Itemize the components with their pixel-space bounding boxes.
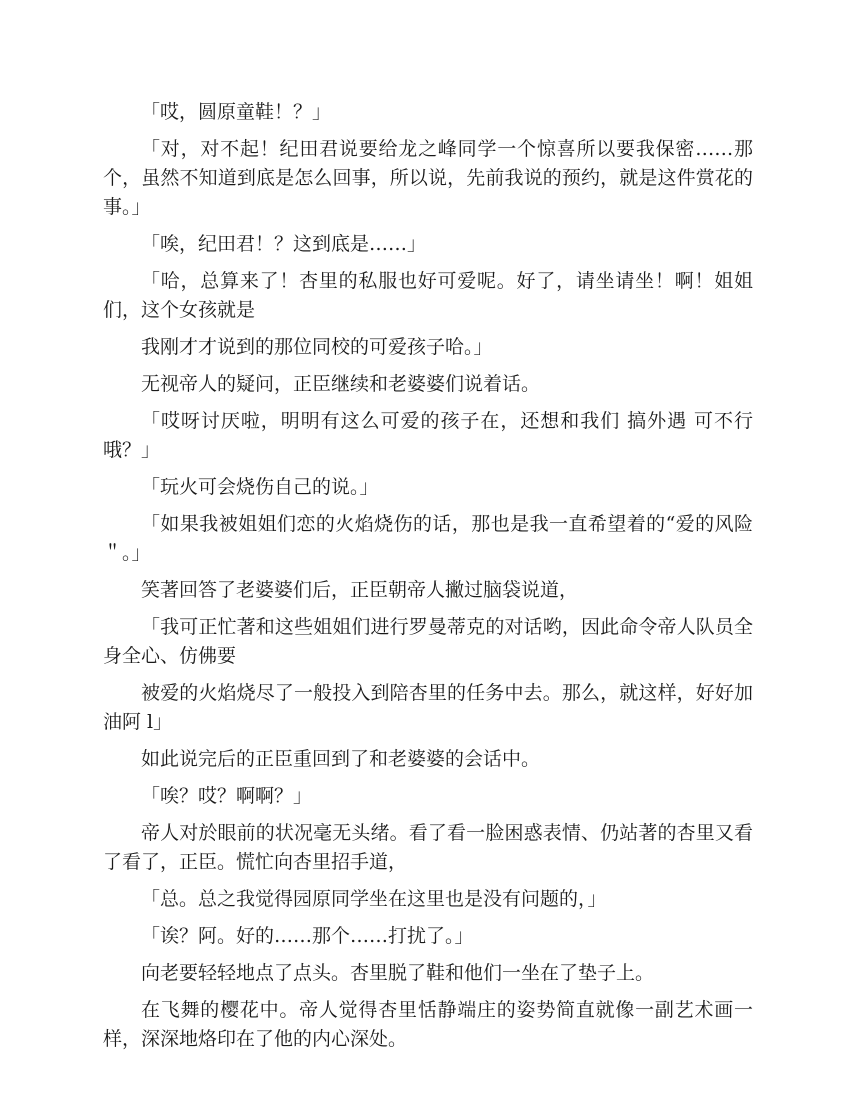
- paragraph: 「总。总之我觉得园原同学坐在这里也是没有问题的，」: [141, 888, 607, 910]
- paragraph: 「哈，总算来了！杏里的私服也好可爱呢。好了，请坐请坐！啊！姐姐们，这个女孩就是: [103, 270, 753, 321]
- paragraph: 帝人对於眼前的状况毫无头绪。看了看一脸困惑表情、仍站著的杏里又看了看了，正臣。慌忙向杏里招手道，: [103, 822, 753, 873]
- paragraph: 我刚才才说到的那位同校的可爱孩子哈。」: [141, 336, 493, 358]
- paragraph: 如此说完后的正臣重回到了和老婆婆的会话中。: [141, 748, 541, 770]
- paragraph: 「哎，圆原童鞋！？」: [141, 101, 332, 123]
- paragraph: 「对，对不起！纪田君说要给龙之峰同学一个惊喜所以要我保密……那个，虽然不知道到底是怎么回事，所以说，先前我说的预约，就是这件赏花的事。」: [103, 138, 753, 218]
- paragraph: 「唉，纪田君！？这到底是……」: [141, 233, 427, 255]
- paragraph: 笑著回答了老婆婆们后，正臣朝帝人撇过脑袋说道，: [141, 579, 579, 601]
- paragraph: 「唉？哎？啊啊？」: [141, 785, 313, 807]
- paragraph: 无视帝人的疑问，正臣继续和老婆婆们说着话。: [141, 373, 541, 395]
- paragraph: 「诶？阿。好的……那个……打扰了。」: [141, 925, 474, 947]
- paragraph: 被爱的火焰烧尽了一般投入到陪杏里的任务中去。那么，就这样，好好加油阿 l」: [103, 682, 753, 733]
- paragraph: 「我可正忙著和这些姐姐们进行罗曼蒂克的对话哟，因此命令帝人队员全身全心、仿佛要: [103, 616, 753, 667]
- document-body: [103, 98, 753, 1062]
- paragraph: 「如果我被姐姐们恋的火焰烧伤的话，那也是我一直希望着的“爱的风险＂。」: [103, 513, 753, 564]
- paragraph: 「哎呀讨厌啦，明明有这么可爱的孩子在，还想和我们 搞外遇 可不行哦？」: [103, 410, 753, 461]
- paragraph: 「玩火可会烧伤自己的说。」: [141, 476, 379, 498]
- paragraph: 在飞舞的樱花中。帝人觉得杏里恬静端庄的姿势简直就像一副艺术画一样，深深地烙印在了他的内心深处。: [103, 999, 753, 1050]
- paragraph: 向老要轻轻地点了点头。杏里脱了鞋和他们一坐在了垫子上。: [141, 962, 655, 984]
